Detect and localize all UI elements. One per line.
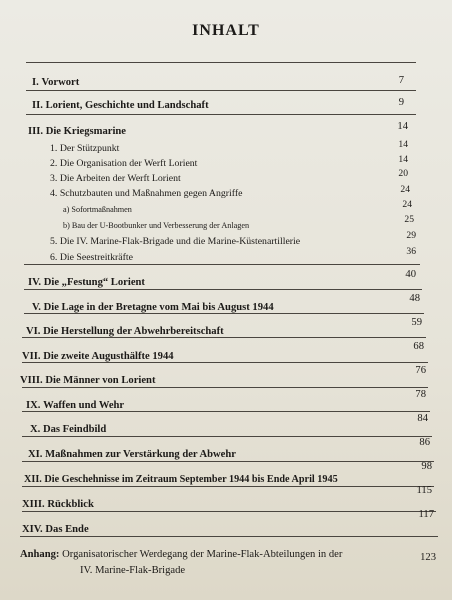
- entry-page: 24: [400, 184, 410, 195]
- page-title: INHALT: [192, 22, 260, 39]
- entry-page: 24: [402, 199, 412, 210]
- entry-title: Lorient, Geschichte und Landschaft: [45, 100, 209, 111]
- entry-page: 117: [418, 509, 434, 520]
- divider: [26, 90, 416, 91]
- divider: [22, 461, 434, 462]
- entry-page: 68: [413, 341, 424, 352]
- toc-subentry-1: [50, 142, 119, 155]
- toc-entry-14: [22, 523, 89, 536]
- entry-title: Die IV. Marine-Flak-Brigade und die Marine-Küstenartillerie: [59, 236, 301, 247]
- entry-title: Die Herstellung der Abwehrbereitschaft: [43, 326, 224, 337]
- entry-page: 84: [417, 413, 428, 424]
- entry-title: Die Seestreitkräfte: [59, 252, 133, 263]
- divider: [20, 536, 438, 537]
- entry-number: IV.: [28, 277, 42, 288]
- entry-page: 9: [398, 97, 404, 108]
- entry-title: Die „Festung“ Lorient: [43, 277, 145, 288]
- entry-number: V.: [32, 302, 41, 313]
- divider: [22, 362, 428, 363]
- toc-subentry-3: [50, 172, 181, 185]
- entry-page: 98: [421, 461, 432, 472]
- divider: [22, 337, 426, 338]
- entry-page: 25: [404, 214, 414, 225]
- toc-subentry-4: [50, 187, 242, 200]
- entry-number: X.: [30, 424, 41, 435]
- appendix-entry: [20, 548, 342, 561]
- entry-page: 48: [409, 293, 420, 304]
- entry-number: II.: [32, 100, 43, 111]
- entry-title: Die zweite Augusthälfte 1944: [43, 351, 174, 362]
- entry-title: Schutzbauten und Maßnahmen gegen Angriffe: [59, 188, 243, 199]
- entry-page: 76: [415, 365, 426, 376]
- appendix-label: Anhang:: [20, 549, 60, 560]
- entry-title: Der Stützpunkt: [59, 143, 120, 154]
- entry-title: Sofortmaßnahmen: [71, 205, 132, 214]
- entry-title: Maßnahmen zur Verstärkung der Abwehr: [45, 449, 236, 460]
- divider: [22, 387, 428, 388]
- entry-title: Bau der U-Bootbunker und Verbesserung der Anlagen: [71, 221, 250, 230]
- entry-page: 59: [411, 317, 422, 328]
- toc-entry-3: [28, 125, 126, 138]
- entry-number: 5.: [50, 236, 58, 247]
- entry-number: b): [63, 221, 70, 230]
- entry-number: 1.: [50, 143, 58, 154]
- entry-title: Die Kriegsmarine: [45, 126, 126, 137]
- entry-page: 7: [398, 75, 404, 86]
- entry-number: XI.: [28, 449, 43, 460]
- entry-number: VII.: [22, 351, 41, 362]
- divider: [24, 313, 424, 314]
- divider: [22, 411, 430, 412]
- entry-number: XIII.: [22, 499, 45, 510]
- toc-entry-8: [20, 374, 155, 387]
- divider: [26, 114, 416, 115]
- entry-title: Die Männer von Lorient: [45, 375, 156, 386]
- divider: [24, 289, 422, 290]
- toc-subentry-2: [50, 157, 197, 170]
- toc-entry-12: [24, 473, 338, 486]
- entry-page: 36: [406, 246, 416, 257]
- entry-page: 78: [415, 389, 426, 400]
- entry-number: VI.: [26, 326, 41, 337]
- entry-page: 29: [406, 230, 416, 241]
- toc-entry-13: [22, 498, 94, 511]
- entry-number: a): [63, 205, 70, 214]
- entry-title: Die Geschehnisse im Zeitraum September 1944 bis Ende April 1945: [44, 474, 338, 485]
- entry-number: III.: [28, 126, 44, 137]
- entry-page: 14: [398, 139, 408, 150]
- entry-number: 3.: [50, 173, 58, 184]
- appendix-text-line1: Organisatorischer Werdegang der Marine-Flak-Abteilungen in der: [62, 549, 343, 560]
- appendix-text-line2: IV. Marine-Flak-Brigade: [80, 565, 186, 576]
- entry-page: 86: [419, 437, 430, 448]
- entry-title: Das Ende: [45, 524, 89, 535]
- toc-entry-4: [28, 276, 145, 289]
- entry-number: 6.: [50, 252, 58, 263]
- entry-page: 40: [405, 269, 416, 280]
- toc-entry-2: [32, 99, 209, 112]
- entry-number: XII.: [24, 474, 42, 485]
- entry-title: Die Organisation der Werft Lorient: [59, 158, 198, 169]
- entry-number: I.: [32, 77, 39, 88]
- toc-subentry-5: [50, 235, 300, 248]
- toc-entry-11: [28, 448, 236, 461]
- divider: [22, 436, 432, 437]
- entry-number: 4.: [50, 188, 58, 199]
- divider: [22, 511, 436, 512]
- divider: [22, 486, 434, 487]
- entry-title: Die Lage in der Bretagne vom Mai bis August 1944: [43, 302, 274, 313]
- divider: [24, 264, 420, 265]
- toc-subentry-4b: [63, 219, 249, 232]
- toc-subentry-6: [50, 251, 133, 264]
- toc-entry-1: [32, 76, 79, 89]
- entry-title: Rückblick: [47, 499, 94, 510]
- entry-page: 14: [398, 154, 408, 165]
- toc-entry-10: [30, 423, 106, 436]
- entry-number: IX.: [26, 400, 41, 411]
- entry-title: Das Feindbild: [42, 424, 107, 435]
- entry-page: 14: [397, 121, 408, 132]
- entry-page: 115: [416, 485, 432, 496]
- entry-number: VIII.: [20, 375, 43, 386]
- entry-number: XIV.: [22, 524, 43, 535]
- entry-title: Waffen und Wehr: [43, 400, 125, 411]
- toc-subentry-4a: [63, 203, 132, 216]
- entry-title: Die Arbeiten der Werft Lorient: [59, 173, 181, 184]
- entry-page: 20: [398, 168, 408, 179]
- appendix-page: 123: [420, 552, 436, 563]
- entry-number: 2.: [50, 158, 58, 169]
- top-rule: [26, 62, 416, 63]
- entry-title: Vorwort: [41, 77, 80, 88]
